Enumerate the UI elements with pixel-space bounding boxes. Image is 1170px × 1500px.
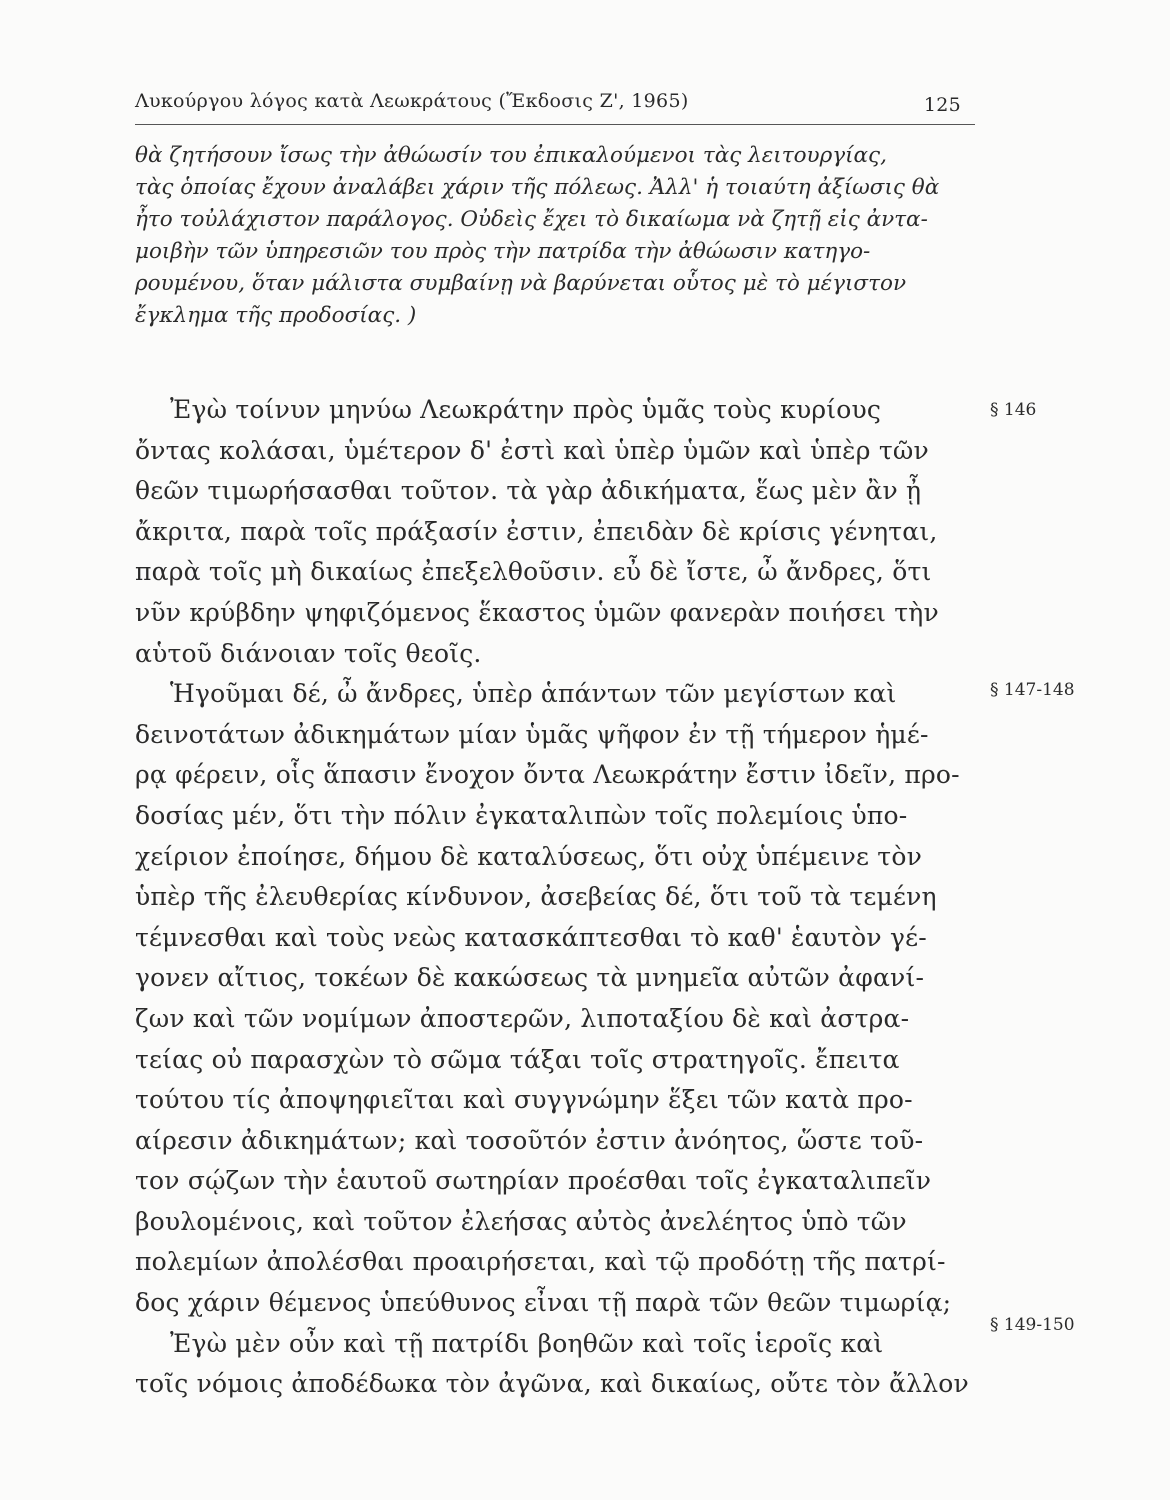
italic-line: τὰς ὁποίας ἔχουν ἀναλάβει χάριν τῆς πόλεως. Ἀλλ' ἡ τοιαύτη ἀξίωσις θὰ	[135, 175, 940, 200]
header-title: Λυκούργου λόγος κατὰ Λεωκράτους (Ἔκδοσις Ζ', 1965)	[135, 90, 689, 112]
text-line: τον σῴζων τὴν ἑαυτοῦ σωτηρίαν προέσθαι τοῖς ἐγκαταλιπεῖν	[135, 1166, 932, 1196]
text-line: παρὰ τοῖς μὴ δικαίως ἐπεξελθοῦσιν. εὖ δὲ ἴστε, ὦ ἄνδρες, ὅτι	[135, 557, 932, 587]
text-line: θεῶν τιμωρήσασθαι τοῦτον. τὰ γὰρ ἀδικήματα, ἕως μὲν ἂν ᾖ	[135, 476, 922, 506]
text-line: δεινοτάτων ἀδικημάτων μίαν ὑμᾶς ψῆφον ἐν τῇ τήμερον ἡμέ-	[135, 719, 929, 749]
header-rule	[135, 124, 975, 125]
text-line: τούτου τίς ἀποψηφιεῖται καὶ συγγνώμην ἕξει τῶν κατὰ προ-	[135, 1085, 913, 1115]
italic-line: θὰ ζητήσουν ἴσως τὴν ἀθώωσίν του ἐπικαλούμενοι τὰς λειτουργίας,	[135, 143, 887, 168]
text-line: πολεμίων ἀπολέσθαι προαιρήσεται, καὶ τῷ προδότῃ τῆς πατρί-	[135, 1247, 946, 1277]
italic-line: ἦτο τοὐλάχιστον παράλογος. Οὐδεὶς ἔχει τὸ δικαίωμα νὰ ζητῇ εἰς ἀντα-	[135, 207, 928, 232]
text-line: ὑπὲρ τῆς ἐλευθερίας κίνδυνον, ἀσεβείας δέ, ὅτι τοῦ τὰ τεμένη	[135, 882, 937, 912]
section-ref-149-150: § 149-150	[990, 1315, 1075, 1335]
text-line: Ἐγὼ τοίνυν μηνύω Λεωκράτην πρὸς ὑμᾶς τοὺς κυρίους	[170, 395, 882, 424]
text-line: αίρεσιν ἀδικημάτων; καὶ τοσοῦτόν ἐστιν ἀνόητος, ὥστε τοῦ-	[135, 1125, 924, 1155]
text-line: τείας οὐ παρασχὼν τὸ σῶμα τάξαι τοῖς στρατηγοῖς. ἔπειτα	[135, 1044, 900, 1074]
text-line: χείριον ἐποίησε, δήμου δὲ καταλύσεως, ὅτι οὐχ ὑπέμεινε τὸν	[135, 841, 922, 871]
text-line: βουλομένοις, καὶ τοῦτον ἐλεήσας αὐτὸς ἀνελέητος ὑπὸ τῶν	[135, 1206, 907, 1236]
section-ref-146: § 146	[990, 400, 1037, 420]
text-line: ἄκριτα, παρὰ τοῖς πράξασίν ἐστιν, ἐπειδὰν δὲ κρίσις γένηται,	[135, 516, 938, 546]
text-line: δοσίας μέν, ὅτι τὴν πόλιν ἐγκαταλιπὼν τοῖς πολεμίοις ὑπο-	[135, 800, 908, 830]
text-line: ὄντας κολάσαι, ὑμέτερον δ' ἐστὶ καὶ ὑπὲρ ὑμῶν καὶ ὑπὲρ τῶν	[135, 435, 929, 465]
page-number: 125	[923, 94, 961, 116]
section-ref-147-148: § 147-148	[990, 680, 1075, 700]
text-line: ρᾳ φέρειν, οἷς ἅπασιν ἔνοχον ὄντα Λεωκράτην ἔστιν ἰδεῖν, προ-	[135, 760, 960, 790]
running-header	[135, 88, 975, 118]
italic-line: μοιβὴν τῶν ὑπηρεσιῶν του πρὸς τὴν πατρίδα τὴν ἀθώωσιν κατηγο-	[135, 239, 871, 264]
text-line: τοῖς νόμοις ἀποδέδωκα τὸν ἀγῶνα, καὶ δικαίως, οὔτε τὸν ἄλλον	[135, 1369, 969, 1399]
italic-line: ἔγκλημα τῆς προδοσίας. )	[135, 303, 417, 328]
greek-text	[135, 390, 975, 1405]
text-line: Ἐγὼ μὲν οὖν καὶ τῇ πατρίδι βοηθῶν καὶ τοῖς ἱεροῖς καὶ	[170, 1328, 884, 1358]
text-line: γονεν αἴτιος, τοκέων δὲ κακώσεως τὰ μνημεῖα αὐτῶν ἀφανί-	[135, 963, 925, 993]
text-line: Ἡγοῦμαι δέ, ὦ ἄνδρες, ὑπὲρ ἁπάντων τῶν μεγίστων καὶ	[170, 679, 897, 709]
italic-line: ρουμένου, ὅταν μάλιστα συμβαίνῃ νὰ βαρύνεται οὗτος μὲ τὸ μέγιστον	[135, 271, 907, 296]
text-line: αὑτοῦ διάνοιαν τοῖς θεοῖς.	[135, 638, 482, 668]
text-line: ζων καὶ τῶν νομίμων ἀποστερῶν, λιποταξίου δὲ καὶ ἀστρα-	[135, 1003, 910, 1033]
text-line: δος χάριν θέμενος ὑπεύθυνος εἶναι τῇ παρὰ τῶν θεῶν τιμωρίᾳ;	[135, 1288, 952, 1318]
text-line: νῦν κρύβδην ψηφιζόμενος ἕκαστος ὑμῶν φανερὰν ποιήσει τὴν	[135, 597, 939, 627]
text-line: τέμνεσθαι καὶ τοὺς νεὼς κατασκάπτεσθαι τὸ καθ' ἑαυτὸν γέ-	[135, 922, 927, 952]
italic-commentary	[135, 140, 975, 332]
